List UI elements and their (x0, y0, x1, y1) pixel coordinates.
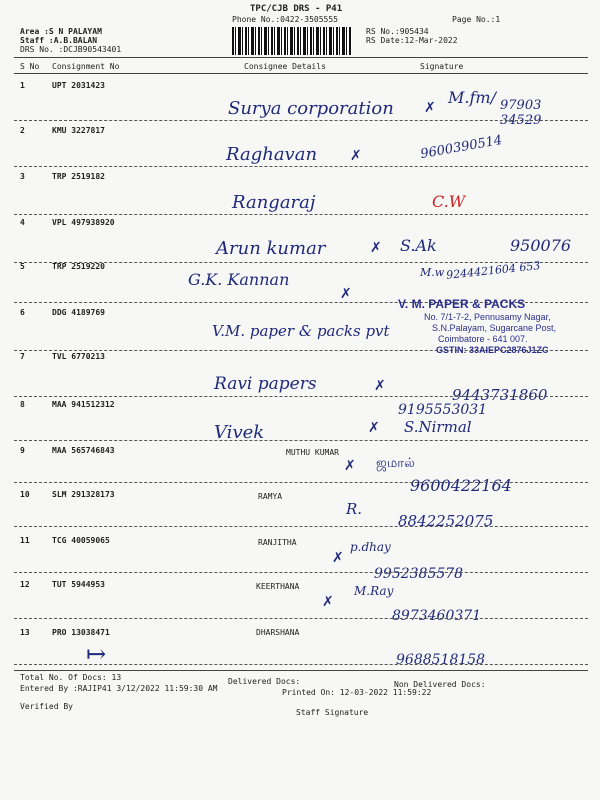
cross-mark: ✗ (350, 148, 362, 164)
rs-date: RS Date:12-Mar-2022 (366, 36, 458, 45)
staff-signature: Staff Signature (296, 708, 369, 717)
cross-mark: ✗ (340, 286, 352, 302)
col-consignee: Consignee Details (244, 62, 326, 71)
row-divider (14, 526, 588, 527)
hand-signature: p.dhay (350, 540, 391, 554)
row-sno: 1 (20, 81, 25, 90)
hand-consignee: G.K. Kannan (188, 270, 290, 289)
row-divider (14, 396, 588, 397)
hand-signature: M.fm/ (448, 88, 496, 107)
row-consignment: KMU 3227817 (52, 126, 105, 135)
header-rule-2 (14, 73, 588, 74)
cross-mark: ✗ (368, 420, 380, 436)
row-sno: 11 (20, 536, 30, 545)
col-signature: Signature (420, 62, 464, 71)
hand-signature: M.w (420, 266, 445, 279)
hand-signature: ஜமால் (376, 456, 415, 471)
row-consignee: DHARSHANA (256, 628, 300, 637)
row-consignee: RANJITHA (258, 538, 297, 547)
cross-mark: ✗ (424, 100, 436, 116)
non-delivered-docs: Non Delivered Docs: (394, 680, 486, 689)
stamp-line: No. 7/1-7-2, Pennusamy Nagar, (424, 312, 551, 322)
cross-mark: ✗ (332, 550, 344, 566)
hand-signature: M.Ray (354, 584, 394, 598)
hand-phone: 9600390514 (419, 132, 504, 163)
phone-number: Phone No.:0422-3505555 (232, 15, 338, 24)
row-sno: 3 (20, 172, 25, 181)
row-divider (14, 120, 588, 121)
cross-mark: ✗ (322, 594, 334, 610)
signature-scribble: ↦ (86, 640, 107, 668)
hand-signature: C.W (432, 192, 466, 211)
stamp-line: GSTIN: 33AIEPC2876J1ZC (436, 345, 549, 355)
delivered-docs: Delivered Docs: (228, 677, 301, 686)
stamp-title: V. M. PAPER & PACKS (398, 297, 526, 311)
cross-mark: ✗ (374, 378, 386, 394)
hand-phone: 9952385578 (374, 566, 464, 582)
row-consignment: TRP 2519220 (52, 262, 105, 271)
cross-mark: ✗ (370, 240, 382, 256)
row-sno: 8 (20, 400, 25, 409)
hand-consignee: Surya corporation (228, 98, 394, 119)
col-consignment: Consignment No (52, 62, 120, 71)
hand-phone: 8973460371 (392, 608, 482, 624)
hand-phone: 9244421604 653 (445, 259, 541, 282)
page-number: Page No.:1 (452, 15, 501, 24)
col-sno: S No (20, 62, 40, 71)
row-consignment: TVL 6770213 (52, 352, 105, 361)
staff-label: Staff :A.B.BALAN (20, 36, 98, 45)
rs-number: RS No.:905434 (366, 27, 429, 36)
company-stamp (394, 297, 584, 359)
row-consignment: TCG 40059065 (52, 536, 110, 545)
hand-consignee: Rangaraj (232, 192, 316, 213)
entered-by: Entered By :RAJIP41 3/12/2022 11:59:30 AM (20, 684, 218, 693)
drs-number: DRS No. :DCJB90543401 (20, 45, 122, 54)
stamp-line: Coimbatore - 641 007. (438, 334, 528, 344)
row-sno: 4 (20, 218, 25, 227)
hand-phone: 8842252075 (398, 512, 494, 530)
row-sno: 13 (20, 628, 30, 637)
verified-by: Verified By (20, 702, 73, 711)
doc-title: TPC/CJB DRS - P41 (250, 4, 343, 14)
hand-consignee: Ravi papers (214, 374, 317, 394)
total-docs: Total No. Of Docs: 13 (20, 673, 122, 682)
hand-phone: 9688518158 (396, 652, 486, 668)
row-sno: 2 (20, 126, 25, 135)
hand-signature: S.Nirmal (404, 418, 472, 436)
hand-phone: 950076 (510, 236, 572, 255)
row-consignment: TRP 2519182 (52, 172, 105, 181)
row-consignment: MAA 565746843 (52, 446, 115, 455)
row-sno: 5 (20, 262, 25, 271)
row-consignee: RAMYA (258, 492, 283, 501)
row-consignment: PRO 13038471 (52, 628, 110, 637)
row-sno: 12 (20, 580, 30, 589)
row-consignment: MAA 941512312 (52, 400, 115, 409)
row-divider (14, 618, 588, 619)
hand-consignee: Arun kumar (216, 238, 326, 259)
hand-phone: 9195553031 (398, 402, 488, 418)
barcode-image (232, 27, 352, 55)
hand-phone: 97903 34529 (500, 98, 542, 128)
row-sno: 7 (20, 352, 25, 361)
row-consignee: KEERTHANA (256, 582, 300, 591)
hand-signature: R. (346, 500, 363, 518)
row-sno: 6 (20, 308, 25, 317)
hand-consignee: V.M. paper & packs pvt (212, 322, 390, 340)
header-rule (14, 57, 588, 58)
area-label: Area :S N PALAYAM (20, 27, 102, 36)
row-divider (14, 214, 588, 215)
row-divider (14, 166, 588, 167)
row-consignment: VPL 497938920 (52, 218, 115, 227)
row-divider (14, 440, 588, 441)
footer-rule (14, 670, 588, 671)
row-consignment: DDG 4189769 (52, 308, 105, 317)
row-sno: 9 (20, 446, 25, 455)
hand-consignee: Raghavan (226, 144, 318, 165)
hand-signature: S.Ak (400, 236, 437, 255)
row-consignee: MUTHU KUMAR (286, 448, 339, 457)
row-consignment: UPT 2031423 (52, 81, 105, 90)
printed-on: Printed On: 12-03-2022 11:59:22 (282, 688, 432, 697)
row-divider (14, 664, 588, 665)
hand-consignee: Vivek (214, 422, 265, 443)
hand-phone: 9443731860 (452, 386, 548, 404)
stamp-line: S.N.Palayam, Sugarcane Post, (432, 323, 557, 333)
row-divider (14, 482, 588, 483)
cross-mark: ✗ (344, 458, 356, 474)
hand-phone: 9600422164 (410, 476, 512, 495)
row-consignment: SLM 291328173 (52, 490, 115, 499)
row-consignment: TUT 5944953 (52, 580, 105, 589)
row-divider (14, 572, 588, 573)
row-sno: 10 (20, 490, 30, 499)
